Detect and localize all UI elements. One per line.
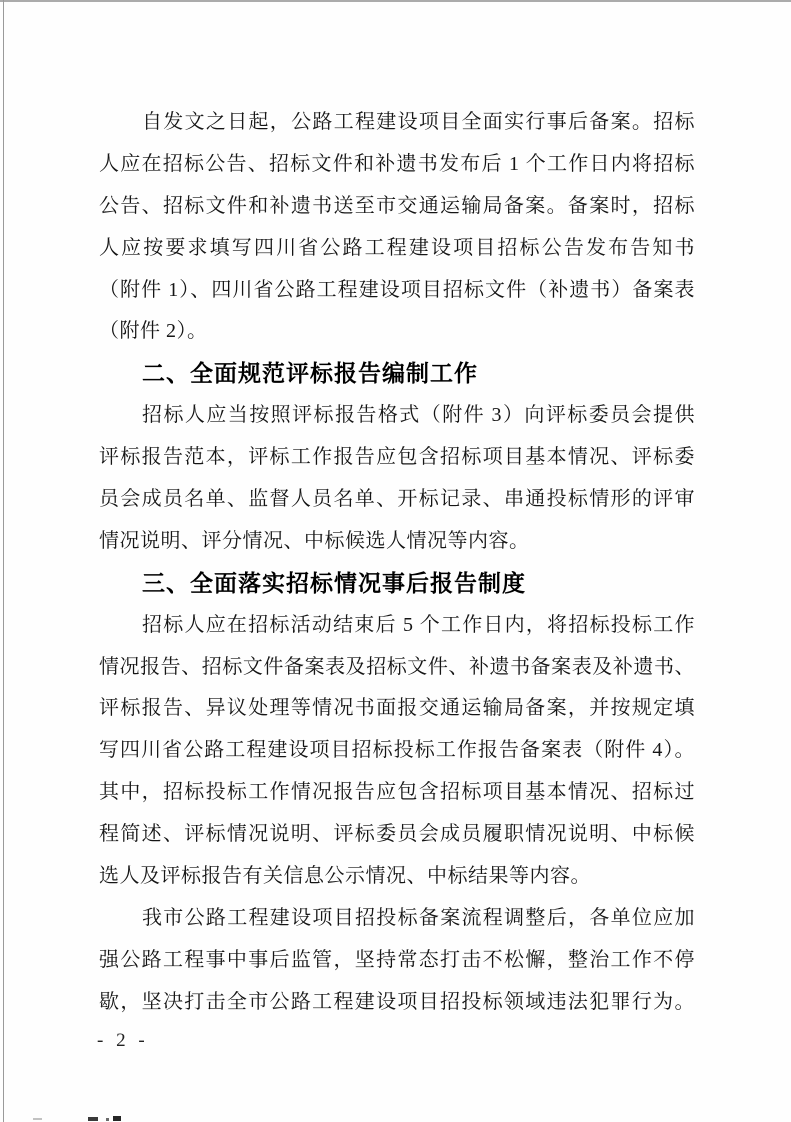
- paragraph: [99, 395, 695, 563]
- paragraph: [99, 605, 695, 898]
- text-line: 员会成员名单、监督人员名单、开标记录、串通投标情形的评审: [99, 488, 695, 511]
- text-line: 公告、招标文件和补遗书送至市交通运输局备案。备案时，招标: [99, 194, 695, 217]
- text-line: 写四川省公路工程建设项目招标投标工作报告备案表（附件 4）。: [99, 739, 695, 762]
- section: [99, 563, 695, 605]
- text-line: （附件 1）、四川省公路工程建设项目招标文件（补遗书）备案表: [99, 278, 695, 301]
- paragraph: [99, 898, 695, 1024]
- section-heading: 三、全面落实招标情况事后报告制度: [142, 569, 526, 596]
- paragraph: [99, 102, 695, 353]
- page-number: - 2 -: [97, 1030, 149, 1051]
- text-line: 程简述、评标情况说明、评标委员会成员履职情况说明、中标候: [99, 823, 695, 846]
- text-line: （附件 2）。: [99, 320, 208, 343]
- text-line: 人应在招标公告、招标文件和补遗书发布后 1 个工作日内将招标: [99, 152, 695, 175]
- scan-edge-left: [3, 0, 4, 1122]
- scan-artifact: [113, 1116, 121, 1121]
- text-line: 歇，坚决打击全市公路工程建设项目招投标领域违法犯罪行为。: [99, 990, 695, 1013]
- text-line: 招标人应当按照评标报告格式（附件 3）向评标委员会提供: [142, 404, 695, 427]
- text-line: 评标报告、异议处理等情况书面报交通运输局备案，并按规定填: [99, 697, 695, 720]
- section: [99, 353, 695, 395]
- text-line: 评标报告范本，评标工作报告应包含招标项目基本情况、评标委: [99, 446, 695, 469]
- text-line: 其中，招标投标工作情况报告应包含招标项目基本情况、招标过: [99, 781, 695, 804]
- section-heading: 二、全面规范评标报告编制工作: [142, 360, 478, 387]
- text-line: 我市公路工程建设项目招投标备案流程调整后，各单位应加: [142, 906, 695, 929]
- scan-artifact: [106, 1118, 109, 1121]
- text-line: 自发文之日起，公路工程建设项目全面实行事后备案。招标: [142, 111, 695, 133]
- text-line: 情况报告、招标文件备案表及招标文件、补遗书备案表及补遗书、: [99, 655, 695, 678]
- text-line: 强公路工程事中事后监管，坚持常态打击不松懈，整治工作不停: [99, 948, 695, 971]
- scan-artifact: [88, 1117, 98, 1121]
- text-line: 人应按要求填写四川省公路工程建设项目招标公告发布告知书: [99, 236, 695, 259]
- scan-artifact: [33, 1118, 42, 1120]
- text-line: 选人及评标报告有关信息公示情况、中标结果等内容。: [99, 865, 591, 888]
- text-line: 招标人应在招标活动结束后 5 个工作日内，将招标投标工作: [142, 613, 695, 636]
- text-line: 情况说明、评分情况、中标候选人情况等内容。: [99, 529, 530, 552]
- document-body: [99, 102, 695, 1024]
- scan-edge-top: [0, 0, 791, 2]
